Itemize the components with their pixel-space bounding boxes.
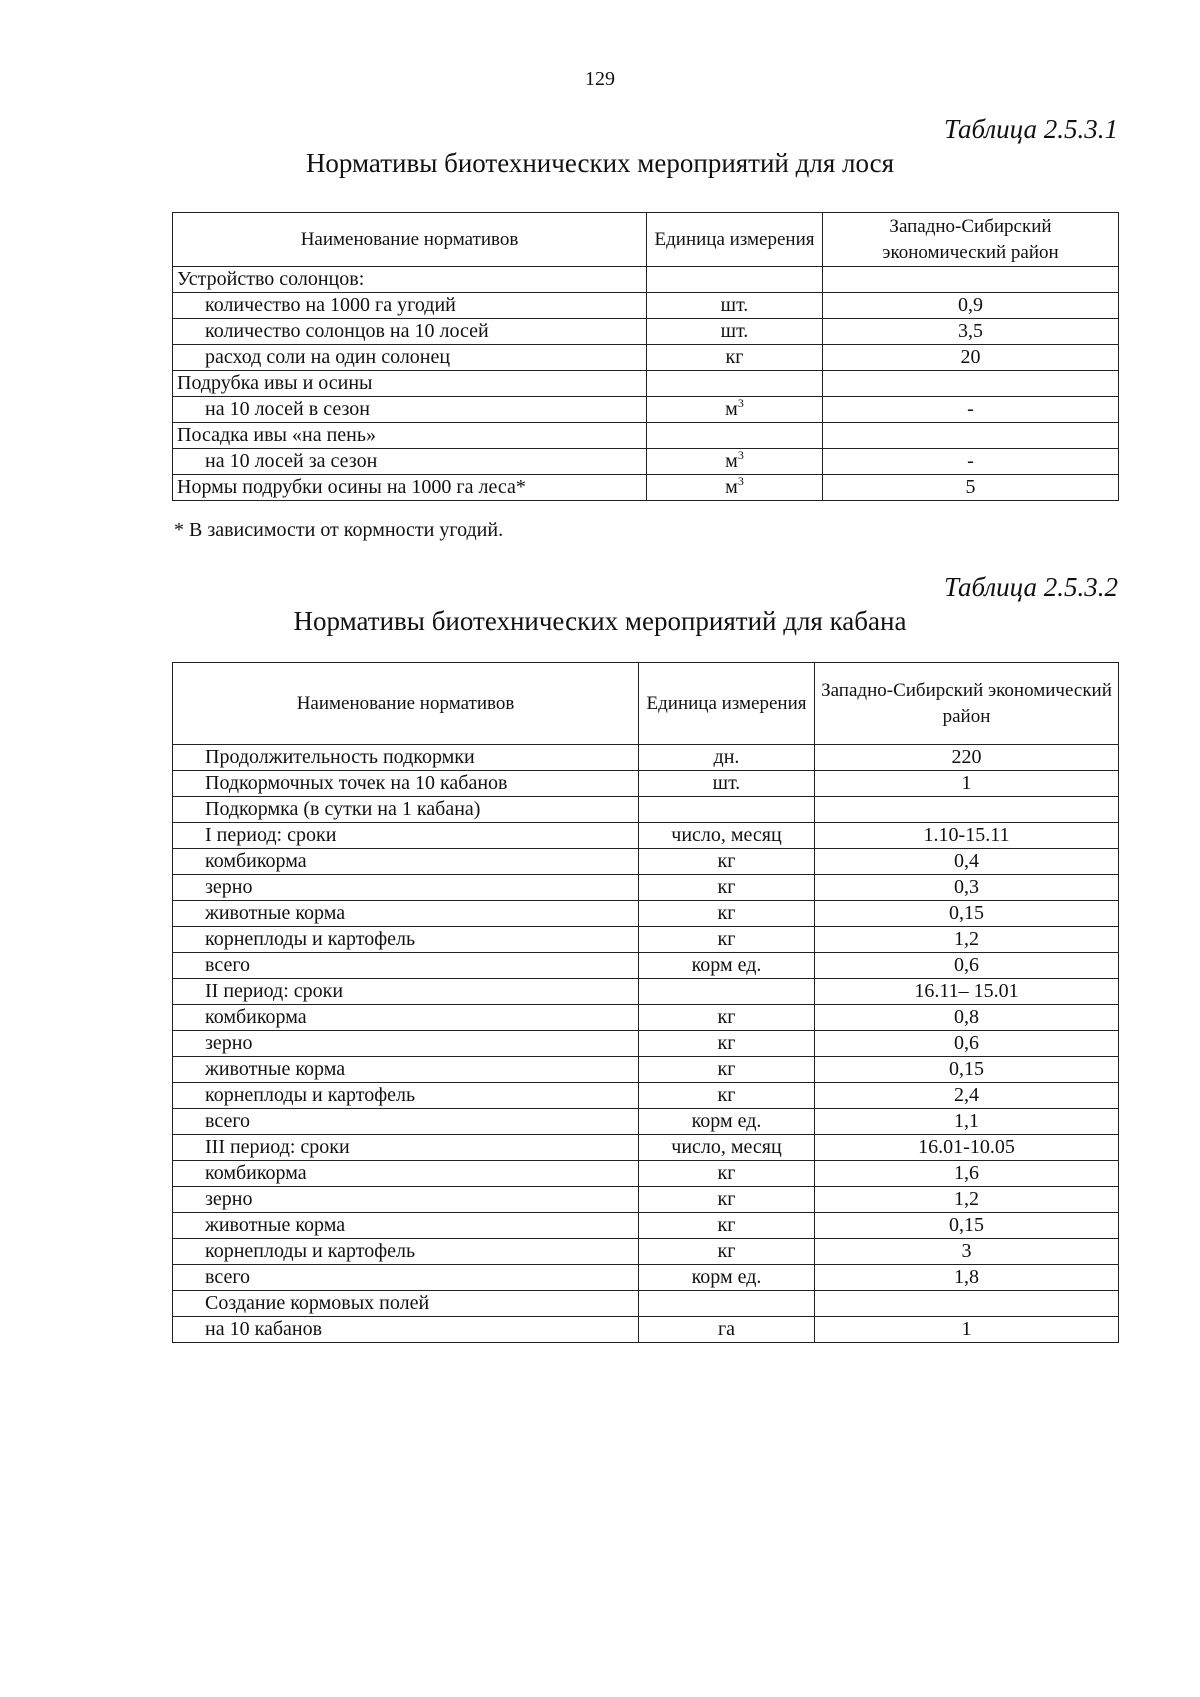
row-name: расход соли на один солонец <box>173 345 647 371</box>
row-name: зерно <box>173 1031 639 1057</box>
row-unit <box>647 319 823 345</box>
unit-text: шт. <box>720 320 749 342</box>
table1-header-row <box>173 213 1119 267</box>
row-value: - <box>823 397 1119 423</box>
row-unit: кг <box>639 1083 815 1109</box>
row-unit <box>639 797 815 823</box>
row-name: II период: сроки <box>173 979 639 1005</box>
table-row <box>173 1031 1119 1057</box>
row-unit: кг <box>639 1239 815 1265</box>
table2-header-name: Наименование нормативов <box>173 663 639 745</box>
row-name: всего <box>173 1109 639 1135</box>
row-name: Подкормочных точек на 10 кабанов <box>173 771 639 797</box>
table1 <box>172 212 1119 501</box>
row-value: 1.10-15.11 <box>815 823 1119 849</box>
table-row <box>173 953 1119 979</box>
unit-text: кг <box>725 346 744 368</box>
row-unit <box>639 979 815 1005</box>
row-value <box>823 423 1119 449</box>
row-name: Продолжительность подкормки <box>173 745 639 771</box>
table2-header-row <box>173 663 1119 745</box>
table2-header-unit: Единица измерения <box>639 663 815 745</box>
row-name: Посадка ивы «на пень» <box>173 423 647 449</box>
row-value <box>823 267 1119 293</box>
row-value: 1,2 <box>815 1187 1119 1213</box>
row-value: 5 <box>823 475 1119 501</box>
row-value: 2,4 <box>815 1083 1119 1109</box>
table-row <box>173 267 1119 293</box>
row-value: 0,15 <box>815 901 1119 927</box>
unit-superscript: 3 <box>737 474 744 488</box>
table-row <box>173 475 1119 501</box>
table-row <box>173 927 1119 953</box>
table1-header-region: Западно-Сибирский экономический район <box>823 213 1119 267</box>
row-unit <box>647 397 823 423</box>
row-name: на 10 лосей в сезон <box>173 397 647 423</box>
row-value <box>815 1291 1119 1317</box>
row-name: на 10 лосей за сезон <box>173 449 647 475</box>
row-unit: корм ед. <box>639 1265 815 1291</box>
table-row <box>173 823 1119 849</box>
row-value: 3,5 <box>823 319 1119 345</box>
table-row <box>173 1057 1119 1083</box>
row-value: 220 <box>815 745 1119 771</box>
row-name: всего <box>173 953 639 979</box>
row-value: 0,9 <box>823 293 1119 319</box>
table-row <box>173 1161 1119 1187</box>
table1-header-name: Наименование нормативов <box>173 213 647 267</box>
row-unit <box>647 345 823 371</box>
table-row <box>173 1109 1119 1135</box>
row-unit: кг <box>639 1187 815 1213</box>
table-row <box>173 397 1119 423</box>
table-row <box>173 901 1119 927</box>
row-unit <box>647 423 823 449</box>
table-row <box>173 875 1119 901</box>
table-row <box>173 1265 1119 1291</box>
row-name: зерно <box>173 875 639 901</box>
table-row <box>173 1291 1119 1317</box>
row-unit: кг <box>639 901 815 927</box>
row-unit: шт. <box>639 771 815 797</box>
table-row <box>173 1005 1119 1031</box>
unit-superscript: 3 <box>737 396 744 410</box>
row-unit: га <box>639 1317 815 1343</box>
row-unit: корм ед. <box>639 1109 815 1135</box>
unit-text: м <box>725 476 738 498</box>
table-row <box>173 345 1119 371</box>
row-value: 0,6 <box>815 1031 1119 1057</box>
row-unit: кг <box>639 1005 815 1031</box>
table1-footnote: * В зависимости от кормности угодий. <box>174 519 504 541</box>
row-unit: число, месяц <box>639 823 815 849</box>
row-unit: кг <box>639 1057 815 1083</box>
row-name: III период: сроки <box>173 1135 639 1161</box>
row-value: 3 <box>815 1239 1119 1265</box>
table-row <box>173 1187 1119 1213</box>
row-name: Подрубка ивы и осины <box>173 371 647 397</box>
row-value: 1,8 <box>815 1265 1119 1291</box>
table-row <box>173 423 1119 449</box>
table2-label: Таблица 2.5.3.2 <box>943 572 1118 602</box>
table-row <box>173 979 1119 1005</box>
table2-header-region: Западно-Сибирский экономический район <box>815 663 1119 745</box>
row-unit: число, месяц <box>639 1135 815 1161</box>
table-row <box>173 1317 1119 1343</box>
row-value: 0,4 <box>815 849 1119 875</box>
row-value: 0,3 <box>815 875 1119 901</box>
table-row <box>173 797 1119 823</box>
row-name: Нормы подрубки осины на 1000 га леса* <box>173 475 647 501</box>
row-name: комбикорма <box>173 1005 639 1031</box>
row-unit <box>639 1291 815 1317</box>
table1-header-unit: Единица измерения <box>647 213 823 267</box>
row-unit <box>647 449 823 475</box>
page-number: 129 <box>585 68 615 90</box>
table-row <box>173 745 1119 771</box>
row-name: Создание кормовых полей <box>173 1291 639 1317</box>
row-name: корнеплоды и картофель <box>173 1083 639 1109</box>
row-value: 1 <box>815 771 1119 797</box>
row-value <box>823 371 1119 397</box>
row-unit: кг <box>639 1213 815 1239</box>
row-unit <box>647 293 823 319</box>
row-name: на 10 кабанов <box>173 1317 639 1343</box>
table-row <box>173 849 1119 875</box>
table-row <box>173 1083 1119 1109</box>
row-name: корнеплоды и картофель <box>173 1239 639 1265</box>
table-row <box>173 1213 1119 1239</box>
row-name: животные корма <box>173 1057 639 1083</box>
row-name: количество солонцов на 10 лосей <box>173 319 647 345</box>
row-name: Подкормка (в сутки на 1 кабана) <box>173 797 639 823</box>
unit-text: м <box>725 450 738 472</box>
row-name: всего <box>173 1265 639 1291</box>
row-value: 16.11– 15.01 <box>815 979 1119 1005</box>
table1-title: Нормативы биотехнических мероприятий для лося <box>305 148 895 178</box>
row-unit: кг <box>639 1161 815 1187</box>
table-row <box>173 319 1119 345</box>
row-unit: кг <box>639 927 815 953</box>
row-value: 16.01-10.05 <box>815 1135 1119 1161</box>
row-unit: корм ед. <box>639 953 815 979</box>
table-row <box>173 293 1119 319</box>
row-value: 0,6 <box>815 953 1119 979</box>
table-row <box>173 1135 1119 1161</box>
row-name: зерно <box>173 1187 639 1213</box>
table2 <box>172 662 1119 1343</box>
row-value: 1 <box>815 1317 1119 1343</box>
row-value: - <box>823 449 1119 475</box>
row-unit <box>647 475 823 501</box>
row-name: комбикорма <box>173 1161 639 1187</box>
table1-label: Таблица 2.5.3.1 <box>943 114 1118 144</box>
table2-title: Нормативы биотехнических мероприятий для кабана <box>293 606 907 636</box>
row-name: животные корма <box>173 901 639 927</box>
unit-text: шт. <box>720 294 749 316</box>
row-unit: кг <box>639 1031 815 1057</box>
row-value: 0,15 <box>815 1057 1119 1083</box>
row-unit: дн. <box>639 745 815 771</box>
row-unit <box>647 267 823 293</box>
row-name: I период: сроки <box>173 823 639 849</box>
unit-superscript: 3 <box>737 448 744 462</box>
table-row <box>173 371 1119 397</box>
row-value: 1,1 <box>815 1109 1119 1135</box>
row-unit: кг <box>639 875 815 901</box>
row-unit: кг <box>639 849 815 875</box>
table-row <box>173 1239 1119 1265</box>
row-name: комбикорма <box>173 849 639 875</box>
row-value: 0,15 <box>815 1213 1119 1239</box>
row-unit <box>647 371 823 397</box>
table-row <box>173 449 1119 475</box>
row-name: Устройство солонцов: <box>173 267 647 293</box>
row-value: 20 <box>823 345 1119 371</box>
row-name: животные корма <box>173 1213 639 1239</box>
row-name: количество на 1000 га угодий <box>173 293 647 319</box>
row-value <box>815 797 1119 823</box>
unit-text: м <box>725 398 738 420</box>
row-name: корнеплоды и картофель <box>173 927 639 953</box>
row-value: 0,8 <box>815 1005 1119 1031</box>
row-value: 1,6 <box>815 1161 1119 1187</box>
row-value: 1,2 <box>815 927 1119 953</box>
table-row <box>173 771 1119 797</box>
